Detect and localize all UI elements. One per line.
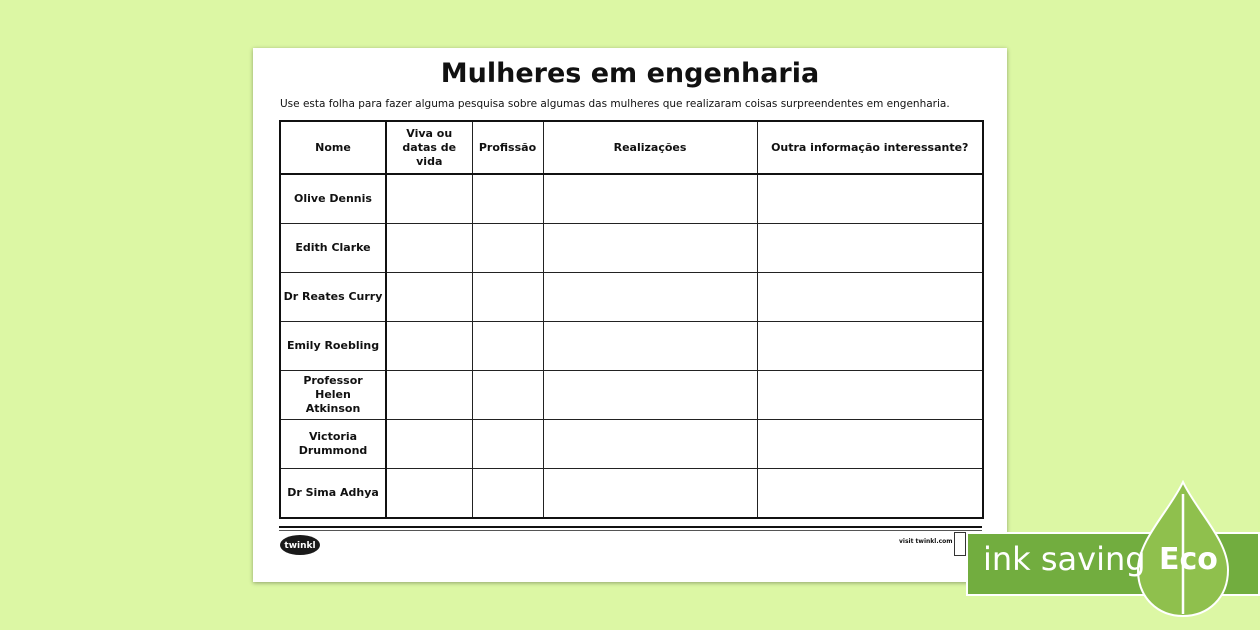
- blank-cell: [472, 322, 543, 371]
- blank-cell: [472, 224, 543, 273]
- column-header-achievements: Realizações: [543, 121, 757, 174]
- blank-cell: [472, 420, 543, 469]
- table-row: [280, 469, 983, 519]
- blank-cell: [543, 224, 757, 273]
- row-name-cell: Edith Clarke: [280, 224, 386, 273]
- blank-cell: [386, 273, 472, 322]
- blank-cell: [386, 469, 472, 519]
- blank-cell: [757, 322, 983, 371]
- blank-cell: [543, 371, 757, 420]
- worksheet-page: [253, 48, 1007, 582]
- table-row: [280, 224, 983, 273]
- column-header-other-info: Outra informação interessante?: [757, 121, 983, 174]
- logo-text: twinkl: [284, 541, 316, 551]
- blank-cell: [386, 174, 472, 224]
- twinkl-logo: [279, 534, 321, 556]
- visit-link-text: visit twinkl.com: [899, 538, 953, 545]
- footer-divider: [279, 526, 982, 528]
- table-row: [280, 273, 983, 322]
- column-header-name: Nome: [280, 121, 386, 174]
- blank-cell: [757, 273, 983, 322]
- blank-cell: [472, 371, 543, 420]
- row-name-cell: Olive Dennis: [280, 174, 386, 224]
- blank-cell: [543, 174, 757, 224]
- blank-cell: [386, 371, 472, 420]
- row-name-cell: Dr Sima Adhya: [280, 469, 386, 519]
- blank-cell: [386, 224, 472, 273]
- worksheet-title: Mulheres em engenharia: [440, 58, 820, 89]
- blank-cell: [386, 420, 472, 469]
- column-header-profession: Profissão: [472, 121, 543, 174]
- row-name-cell: Victoria Drummond: [280, 420, 386, 469]
- row-name-cell: Dr Reates Curry: [280, 273, 386, 322]
- row-name-cell: Professor Helen Atkinson: [280, 371, 386, 420]
- table-row: [280, 322, 983, 371]
- blank-cell: [757, 469, 983, 519]
- blank-cell: [543, 322, 757, 371]
- ink-saving-label: ink saving: [983, 540, 1146, 578]
- column-header-dates: Viva ou datas de vida: [386, 121, 472, 174]
- table-header-row: [280, 121, 983, 174]
- blank-cell: [757, 224, 983, 273]
- blank-cell: [543, 469, 757, 519]
- ink-saving-eco-badge: [965, 480, 1260, 630]
- blank-cell: [543, 420, 757, 469]
- blank-cell: [472, 469, 543, 519]
- footer-divider-thin: [279, 530, 982, 531]
- blank-cell: [757, 420, 983, 469]
- blank-cell: [386, 322, 472, 371]
- research-table: [279, 120, 984, 519]
- blank-cell: [757, 174, 983, 224]
- blank-cell: [472, 273, 543, 322]
- table-row: [280, 420, 983, 469]
- blank-cell: [757, 371, 983, 420]
- eco-label: Eco: [1159, 542, 1218, 577]
- blank-cell: [472, 174, 543, 224]
- worksheet-instructions: Use esta folha para fazer alguma pesquisa sobre algumas das mulheres que realizaram coisas surpreendentes em engenharia.: [280, 98, 950, 110]
- row-name-cell: Emily Roebling: [280, 322, 386, 371]
- table-row: [280, 174, 983, 224]
- table-row: [280, 371, 983, 420]
- blank-cell: [543, 273, 757, 322]
